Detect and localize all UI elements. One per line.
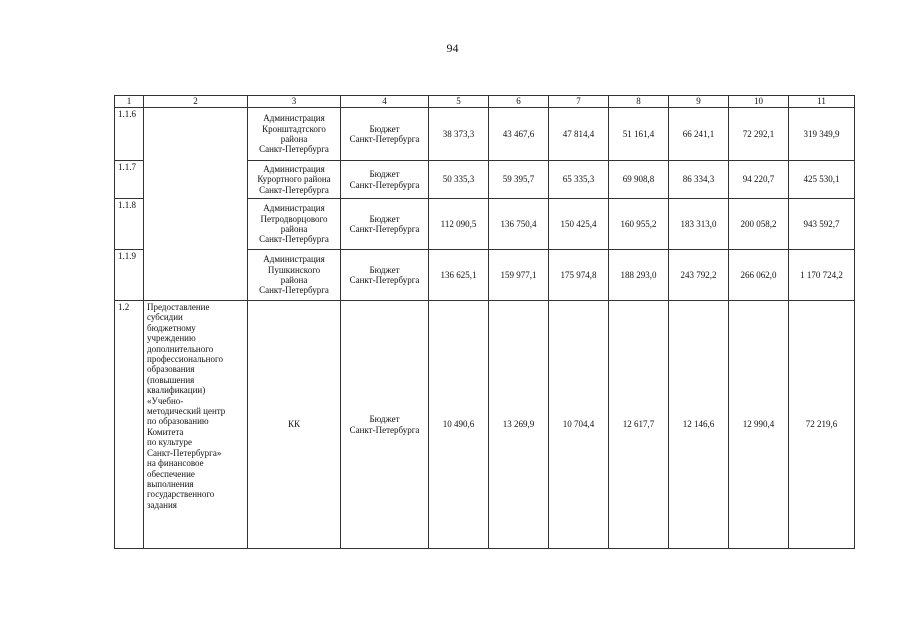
funding-source-line: Бюджет [369, 213, 400, 224]
header-cell: 11 [789, 96, 855, 108]
value-cell: 943 592,7 [789, 199, 855, 250]
description-line: государственного [147, 489, 215, 500]
description-cell [144, 301, 248, 549]
value-cell: 12 617,7 [609, 301, 669, 549]
executor-line: Санкт-Петербурга [259, 234, 329, 245]
value-cell: 72 292,1 [729, 108, 789, 161]
data-table [114, 95, 855, 549]
value-cell: 175 974,8 [549, 250, 609, 301]
value-cell: 188 293,0 [609, 250, 669, 301]
value-cell: 65 335,3 [549, 161, 609, 199]
value-cell: 13 269,9 [489, 301, 549, 549]
description-line: дополнительного [147, 343, 214, 354]
value-cell: 112 090,5 [429, 199, 489, 250]
description-line: выполнения [147, 478, 194, 489]
row-number: 1.1.6 [115, 108, 144, 161]
funding-source-line: Бюджет [369, 264, 400, 275]
value-cell: 86 334,3 [669, 161, 729, 199]
funding-source-line: Санкт-Петербурга [349, 424, 420, 435]
executor-line: Санкт-Петербурга [259, 144, 329, 155]
table-row [115, 108, 855, 161]
description-line: по образованию [147, 416, 209, 427]
table-row [115, 301, 855, 549]
header-row [115, 96, 855, 108]
executor-line: района [280, 275, 308, 285]
funding-source-line: Санкт-Петербурга [349, 224, 420, 234]
funding-source-line: Бюджет [369, 123, 400, 134]
value-cell: 94 220,7 [729, 161, 789, 199]
value-cell: 38 373,3 [429, 108, 489, 161]
row-number: 1.1.9 [115, 250, 144, 301]
value-cell: 243 792,2 [669, 250, 729, 301]
description-line: на финансовое [147, 458, 204, 469]
description-cell-empty [144, 108, 248, 301]
funding-source-cell [341, 301, 429, 549]
executor-line: Петродворцового [260, 213, 328, 224]
value-cell: 425 530,1 [789, 161, 855, 199]
description-line: Предоставление [147, 302, 210, 312]
funding-source-cell [341, 161, 429, 199]
value-cell: 69 908,8 [609, 161, 669, 199]
description-line: обеспечение [147, 468, 195, 479]
description-line: задания [147, 499, 177, 510]
value-cell: 266 062,0 [729, 250, 789, 301]
funding-source-line: Санкт-Петербурга [349, 179, 420, 190]
value-cell: 136 625,1 [429, 250, 489, 301]
value-cell: 1 170 724,2 [789, 250, 855, 301]
header-cell: 9 [669, 96, 729, 108]
funding-source-line: Бюджет [369, 414, 400, 425]
funding-source-cell [341, 199, 429, 250]
description-line: по культуре [147, 437, 192, 448]
description-line: учреждению [147, 333, 196, 344]
executor-cell [248, 250, 341, 301]
executor-cell [248, 199, 341, 250]
value-cell: 59 395,7 [489, 161, 549, 199]
value-cell: 10 490,6 [429, 301, 489, 549]
value-cell: 43 467,6 [489, 108, 549, 161]
value-cell: 47 814,4 [549, 108, 609, 161]
executor-line: района [280, 134, 308, 144]
page-number: 94 [446, 41, 459, 55]
header-cell: 10 [729, 96, 789, 108]
description-line: (повышения [147, 374, 195, 385]
funding-source-cell [341, 108, 429, 161]
executor-line: Администрация [263, 203, 325, 214]
value-cell: 66 241,1 [669, 108, 729, 161]
row-number: 1.1.7 [115, 161, 144, 199]
description-line: Санкт-Петербурга» [147, 447, 222, 458]
value-cell: 319 349,9 [789, 108, 855, 161]
row-number: 1.2 [115, 301, 144, 549]
row-number: 1.1.8 [115, 199, 144, 250]
funding-source-line: Санкт-Петербурга [349, 134, 420, 144]
description-line: образования [147, 364, 195, 375]
description-line: субсидии [147, 312, 183, 323]
executor-cell [248, 161, 341, 199]
description-line: квалификации) [147, 385, 206, 396]
description-line: «Учебно- [147, 395, 184, 406]
value-cell: 72 219,6 [789, 301, 855, 549]
funding-source-line: Бюджет [369, 169, 400, 180]
header-cell: 5 [429, 96, 489, 108]
value-cell: 136 750,4 [489, 199, 549, 250]
description-line: методический центр [147, 406, 226, 417]
executor-line: района [280, 224, 308, 234]
executor-cell [248, 301, 341, 549]
description-line: Комитета [147, 426, 184, 437]
executor-line: Кронштадтского [262, 123, 326, 134]
executor-line: Администрация [263, 254, 325, 265]
funding-source-line: Санкт-Петербурга [349, 275, 420, 285]
funding-source-cell [341, 250, 429, 301]
executor-cell [248, 108, 341, 161]
value-cell: 51 161,4 [609, 108, 669, 161]
executor-line: Санкт-Петербурга [259, 285, 329, 296]
executor-line: Курортного района [257, 174, 331, 185]
description-line: профессионального [147, 354, 223, 365]
value-cell: 159 977,1 [489, 250, 549, 301]
value-cell: 50 335,3 [429, 161, 489, 199]
header-cell: 6 [489, 96, 549, 108]
executor-line: Администрация [263, 113, 325, 124]
header-cell: 7 [549, 96, 609, 108]
header-cell: 8 [609, 96, 669, 108]
header-cell: 2 [144, 96, 248, 108]
header-cell: 3 [248, 96, 341, 108]
value-cell: 160 955,2 [609, 199, 669, 250]
header-cell: 4 [341, 96, 429, 108]
value-cell: 12 990,4 [729, 301, 789, 549]
value-cell: 12 146,6 [669, 301, 729, 549]
value-cell: 183 313,0 [669, 199, 729, 250]
executor-line: Администрация [263, 163, 325, 174]
value-cell: 200 058,2 [729, 199, 789, 250]
value-cell: 10 704,4 [549, 301, 609, 549]
executor-line: Пушкинского [267, 264, 321, 275]
description-line: бюджетному [147, 322, 196, 333]
value-cell: 150 425,4 [549, 199, 609, 250]
header-cell: 1 [115, 96, 144, 108]
executor-line: Санкт-Петербурга [259, 184, 329, 195]
executor-line: КК [287, 419, 300, 430]
